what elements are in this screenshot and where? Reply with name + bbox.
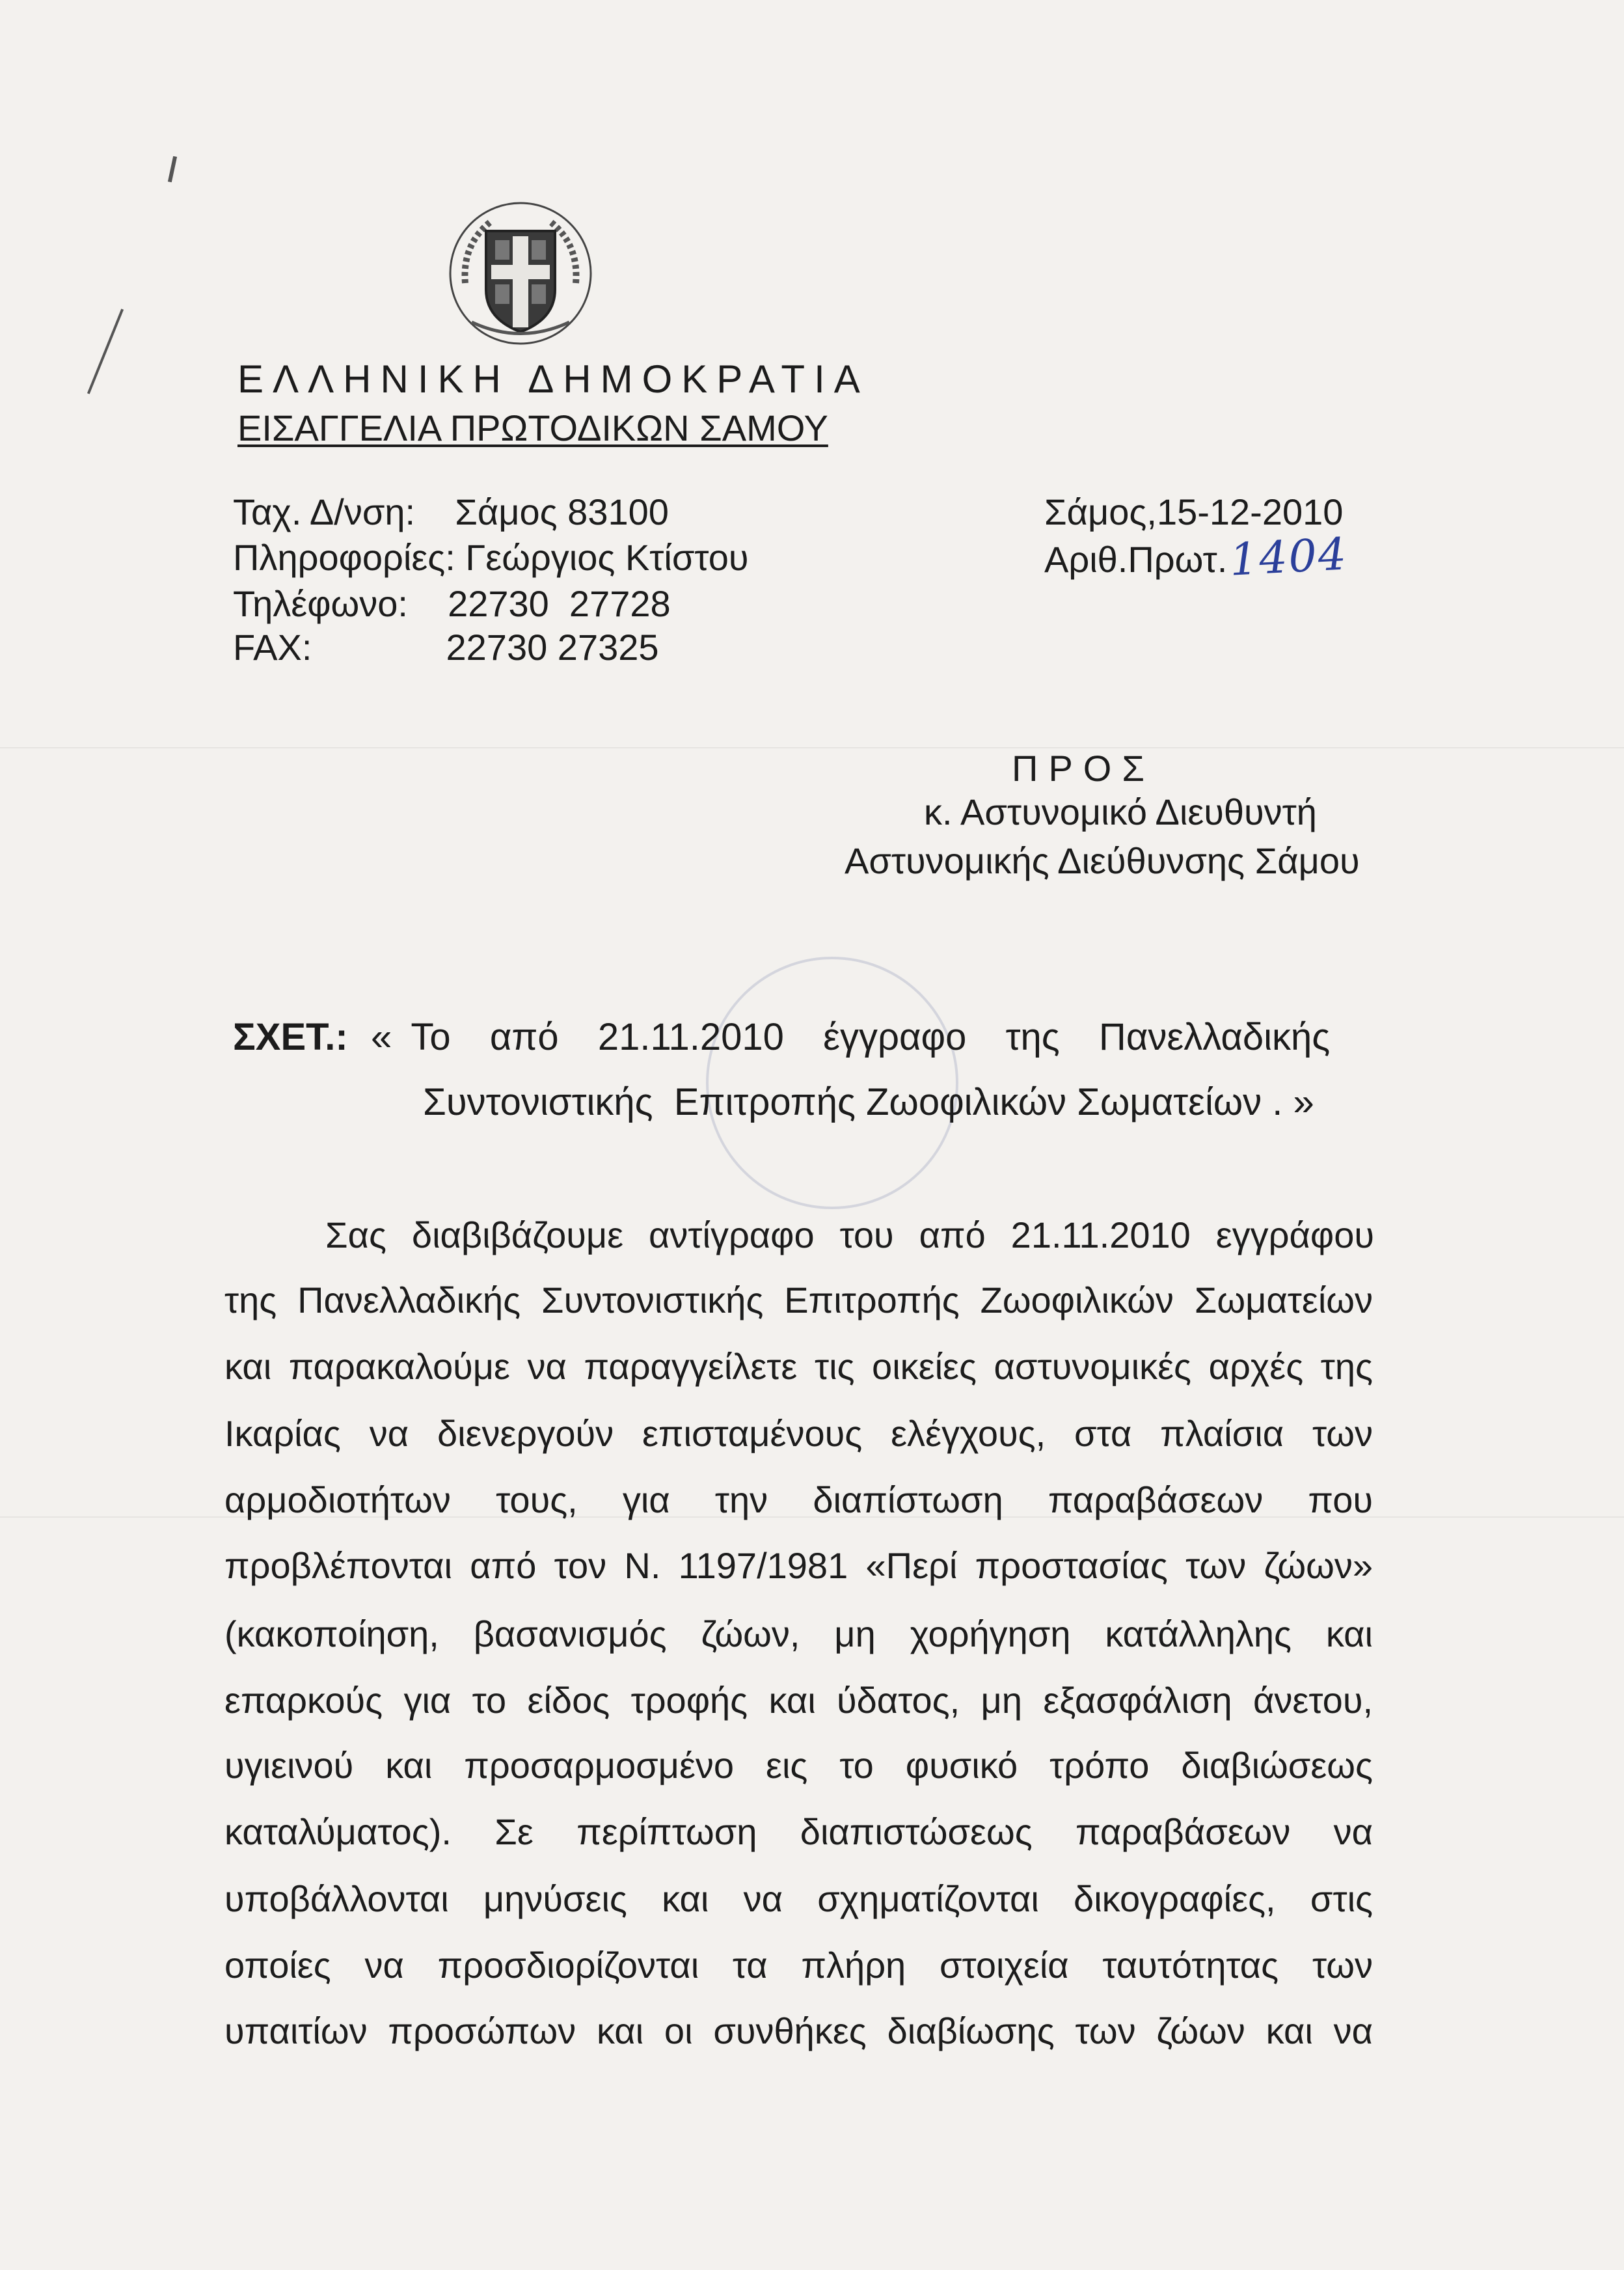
body-line: και παρακαλούμε να παραγγείλετε τις οικείες αστυνομικές αρχές της [224,1346,1373,1387]
body-line: υπαιτίων προσώπων και οι συνθήκες διαβίωσης των ζώων και να [224,2010,1373,2051]
body-line: υποβάλλονται μηνύσεις και να σχηματίζονται δικογραφίες, στις [224,1878,1373,1919]
recipient-title: κ. Αστυνομικό Διευθυντή [924,791,1317,832]
to-label: ΠΡΟΣ [1012,748,1155,789]
staple-mark [168,156,177,182]
fax-label: FAX: [233,627,312,668]
address-row [233,489,669,535]
reference-label: ΣΧΕΤ.: [233,1016,348,1058]
fax-value: 22730 27325 [446,627,659,668]
fax-row [233,625,659,670]
body-line: επαρκούς για το είδος τροφής και ύδατος, μη εξασφάλιση άνετου, [224,1680,1373,1721]
address-value: Σάμος 83100 [455,491,669,532]
phone-value: 22730 27728 [448,583,671,624]
body-line: Ικαρίας να διενεργούν επισταμένους ελέγχους, στα πλαίσια των [224,1413,1373,1454]
reference-line-2: Συντονιστικής Επιτροπής Ζωοφιλικών Σωματείων . » [423,1081,1314,1123]
office-title: ΕΙΣΑΓΓΕΛΙΑ ΠΡΩΤΟΔΙΚΩΝ ΣΑΜΟΥ [237,407,828,448]
protocol-number-handwritten: 1404 [1228,528,1349,586]
body-line: προβλέπονται από τον Ν. 1197/1981 «Περί προστασίας των ζώων» [224,1545,1373,1586]
info-row [233,535,749,581]
republic-title: ΕΛΛΗΝΙΚΗ ΔΗΜΟΚΡΑΤΙΑ [237,357,869,401]
coat-of-arms-emblem [446,198,595,348]
info-value: Γεώργιος Κτίστου [465,537,749,578]
body-line: υγιεινού και προσαρμοσμένο εις το φυσικό τρόπο διαβιώσεως [224,1745,1373,1786]
protocol-label: Αριθ.Πρωτ. [1044,539,1228,580]
info-label: Πληροφορίες: [233,537,455,578]
staple-mark [87,308,124,394]
recipient-office: Αστυνομικής Διεύθυνσης Σάμου [845,840,1360,881]
body-line: αρμοδιοτήτων τους, για την διαπίστωση παραβάσεων που [224,1479,1373,1520]
fold-line [0,747,1624,748]
body-line: Σας διαβιβάζουμε αντίγραφο του από 21.11.2010 εγγράφου [325,1214,1374,1255]
body-line: οποίες να προσδιορίζονται τα πλήρη στοιχεία ταυτότητας των [224,1945,1373,1986]
reference-line-1: « Το από 21.11.2010 έγγραφο της Πανελλαδικής [371,1016,1331,1058]
phone-row [233,581,671,627]
body-line: (κακοποίηση, βασανισμός ζώων, μη χορήγηση κατάλληλης και [224,1613,1373,1654]
address-label: Ταχ. Δ/νση: [233,491,416,532]
body-line: της Πανελλαδικής Συντονιστικής Επιτροπής Ζωοφιλικών Σωματείων [224,1279,1373,1320]
place-date: Σάμος,15-12-2010 [1044,491,1344,532]
protocol-row [1044,528,1349,586]
phone-label: Τηλέφωνο: [233,583,408,624]
body-line: καταλύματος). Σε περίπτωση διαπιστώσεως παραβάσεων να [224,1811,1373,1852]
